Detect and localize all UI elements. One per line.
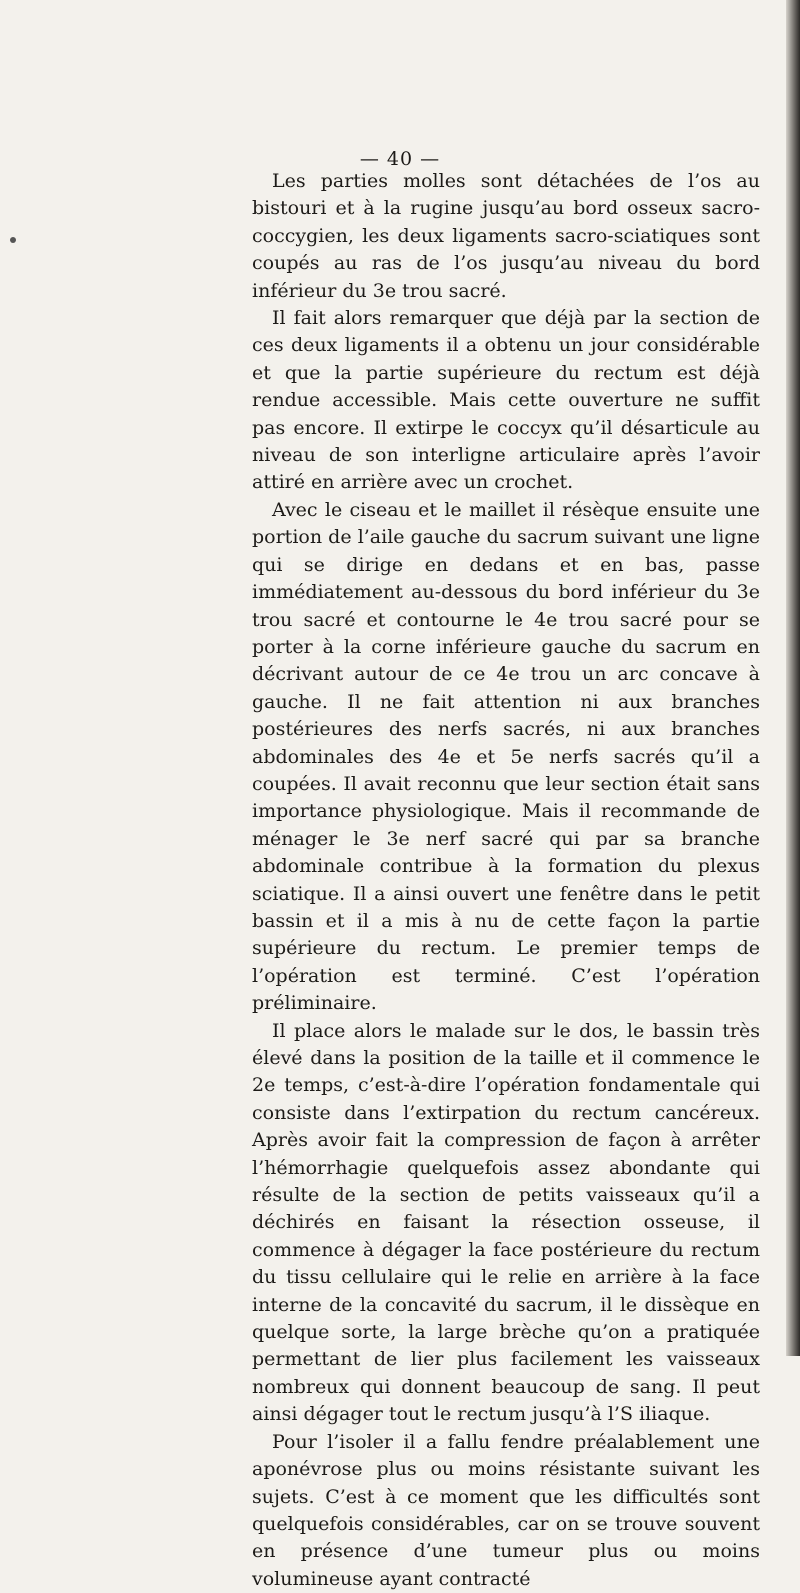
paragraph: Il place alors le malade sur le dos, le bassin très élevé dans la position de la taille et il commence le 2e temps, c’est-à-dire l’opération fondamentale qui consiste dans l’extirpation du rectum cancéreux. Après avoir fait la compression de façon à arrêter l’hémorrhagie quelquefois assez abondante qui résulte de la section de petits vaisseaux qu’il a déchirés en faisant la résection osseuse, il commence à dégager la face postérieure du rectum du tissu cellulaire qui le relie en arrière à la face interne de la concavité du sacrum, il le dissèque en quelque sorte, la large brèche qu’on a pratiquée permettant de lier plus facilement les vaisseaux nombreux qui donnent beaucoup de sang. Il peut ainsi dégager tout le rectum jusqu’à l’S iliaque. bbox=[252, 1019, 760, 1426]
paragraph: Les parties molles sont détachées de l’os au bistouri et à la rugine jusqu’au bord osseux sacro-coccygien, les deux ligaments sacro-sciatiques sont coupés au ras de l’os jusqu’au niveau du bord inférieur du 3e trou sacré. bbox=[252, 170, 760, 302]
paragraph: Avec le ciseau et le maillet il résèque ensuite une portion de l’aile gauche du sacrum suivant une ligne qui se dirige en dedans et en bas, passe immédiatement au-dessous du bord inférieur du 3e trou sacré et contourne le 4e trou sacré pour se porter à la corne inférieure gauche du sacrum en décrivant autour de ce 4e trou un arc concave à gauche. Il ne fait attention ni aux branches postérieures des nerfs sacrés, ni aux branches abdominales des 4e et 5e nerfs sacrés qu’il a coupées. Il avait reconnu que leur section était sans importance physiologique. Mais il recommande de ménager le 3e nerf sacré qui par sa branche abdominale contribue à la formation du plexus sciatique. Il a ainsi ouvert une fenêtre dans le petit bassin et il a mis à nu de cette façon la partie supérieure du rectum. Le premier temps de l’opération est terminé. C’est l’opération préliminaire. bbox=[252, 498, 760, 1015]
page-edge-shadow bbox=[786, 0, 800, 1356]
scan-dot bbox=[10, 237, 16, 243]
body-text bbox=[252, 168, 760, 1593]
paragraph: Il fait alors remarquer que déjà par la section de ces deux ligaments il a obtenu un jour considérable et que la partie supérieure du rectum est déjà rendue accessible. Mais cette ouverture ne suffit pas encore. Il extirpe le coccyx qu’il désarticule au niveau de son interligne articulaire après l’avoir attiré en arrière avec un crochet. bbox=[252, 307, 760, 494]
page-number: — 40 — bbox=[359, 148, 441, 170]
paragraph: Pour l’isoler il a fallu fendre préalablement une aponévrose plus ou moins résistante suivant les sujets. C’est à ce moment que les difficultés sont quelquefois considérables, car on se trouve souvent en présence d’une tumeur plus ou moins volumineuse ayant contracté bbox=[252, 1430, 760, 1590]
